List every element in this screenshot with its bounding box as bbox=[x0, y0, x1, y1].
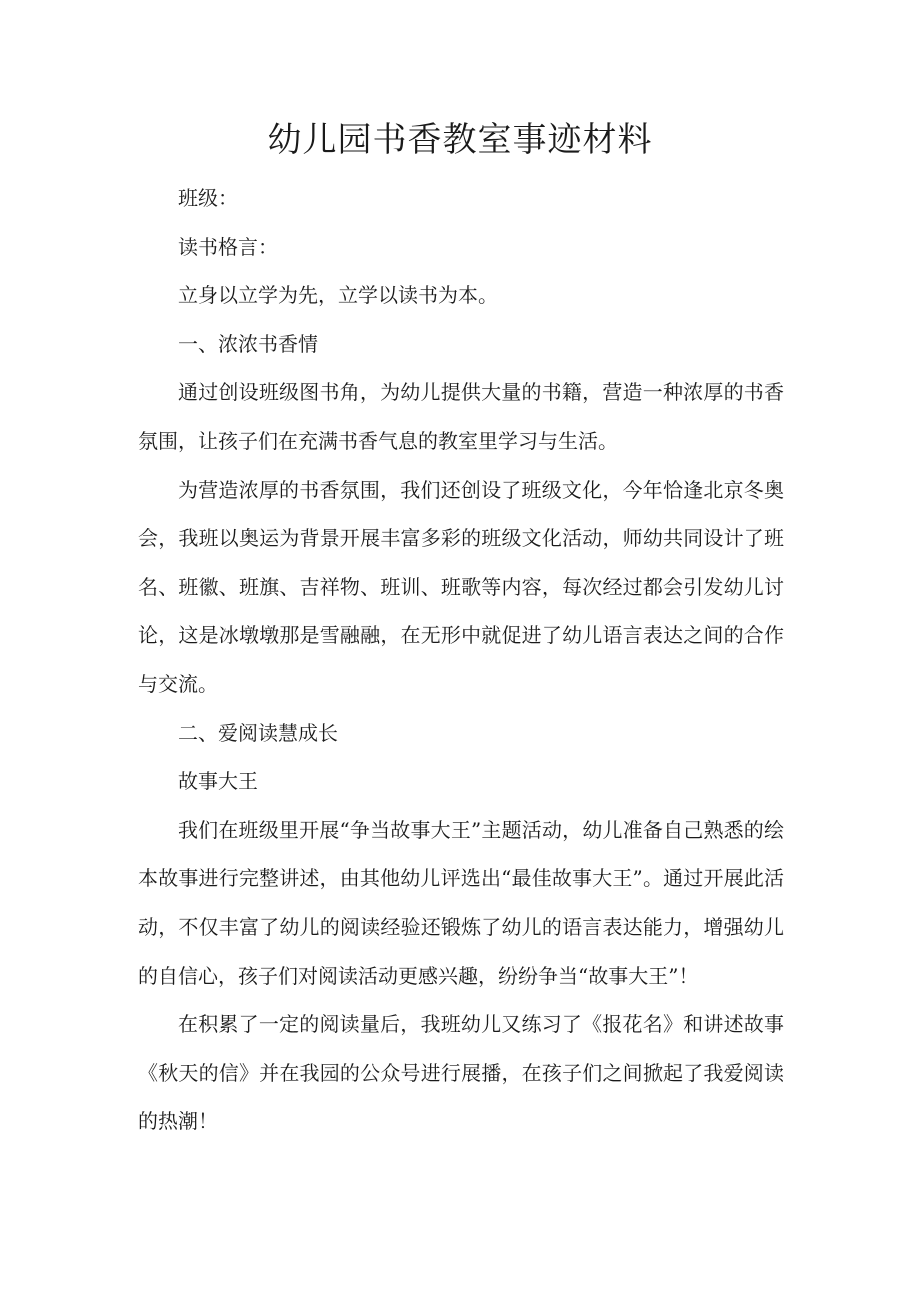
section-heading-1: 一、浓浓书香情 bbox=[178, 331, 318, 356]
body-paragraph: 为营造浓厚的书香氛围，我们还创设了班级文化，今年恰逢北京冬奥会，我班以奥运为背景开展丰富多彩的班级文化活动，师幼共同设计了班名、班徽、班旗、吉祥物、班训、班歌等内容，每次经过都会引发幼儿讨论，这是冰墩墩那是雪融融，在无形中就促进了幼儿语言表达之间的合作与交流。 bbox=[138, 477, 784, 696]
reading-motto-label: 读书格言： bbox=[178, 234, 278, 259]
class-field-label: 班级： bbox=[178, 186, 238, 210]
section-heading-2: 二、爱阅读慧成长 bbox=[178, 720, 338, 745]
body-paragraph: 在积累了一定的阅读量后，我班幼儿又练习了《报花名》和讲述故事《秋天的信》并在我园的公众号进行展播，在孩子们之间掀起了我爱阅读的热潮！ bbox=[138, 1012, 784, 1134]
document-body bbox=[138, 174, 784, 1146]
document-title: 幼儿园书香教室事迹材料 bbox=[267, 120, 653, 160]
body-paragraph: 通过创设班级图书角，为幼儿提供大量的书籍，营造一种浓厚的书香氛围，让孩子们在充满书香气息的教室里学习与生活。 bbox=[138, 380, 784, 453]
reading-motto-text: 立身以立学为先，立学以读书为本。 bbox=[178, 283, 498, 308]
subsection-heading: 故事大王 bbox=[178, 769, 258, 794]
body-paragraph: 我们在班级里开展“争当故事大王”主题活动，幼儿准备自己熟悉的绘本故事进行完整讲述，由其他幼儿评选出“最佳故事大王”。通过开展此活动，不仅丰富了幼儿的阅读经验还锻炼了幼儿的语言表达能力，增强幼儿的自信心，孩子们对阅读活动更感兴趣，纷纷争当“故事大王”！ bbox=[138, 817, 784, 988]
